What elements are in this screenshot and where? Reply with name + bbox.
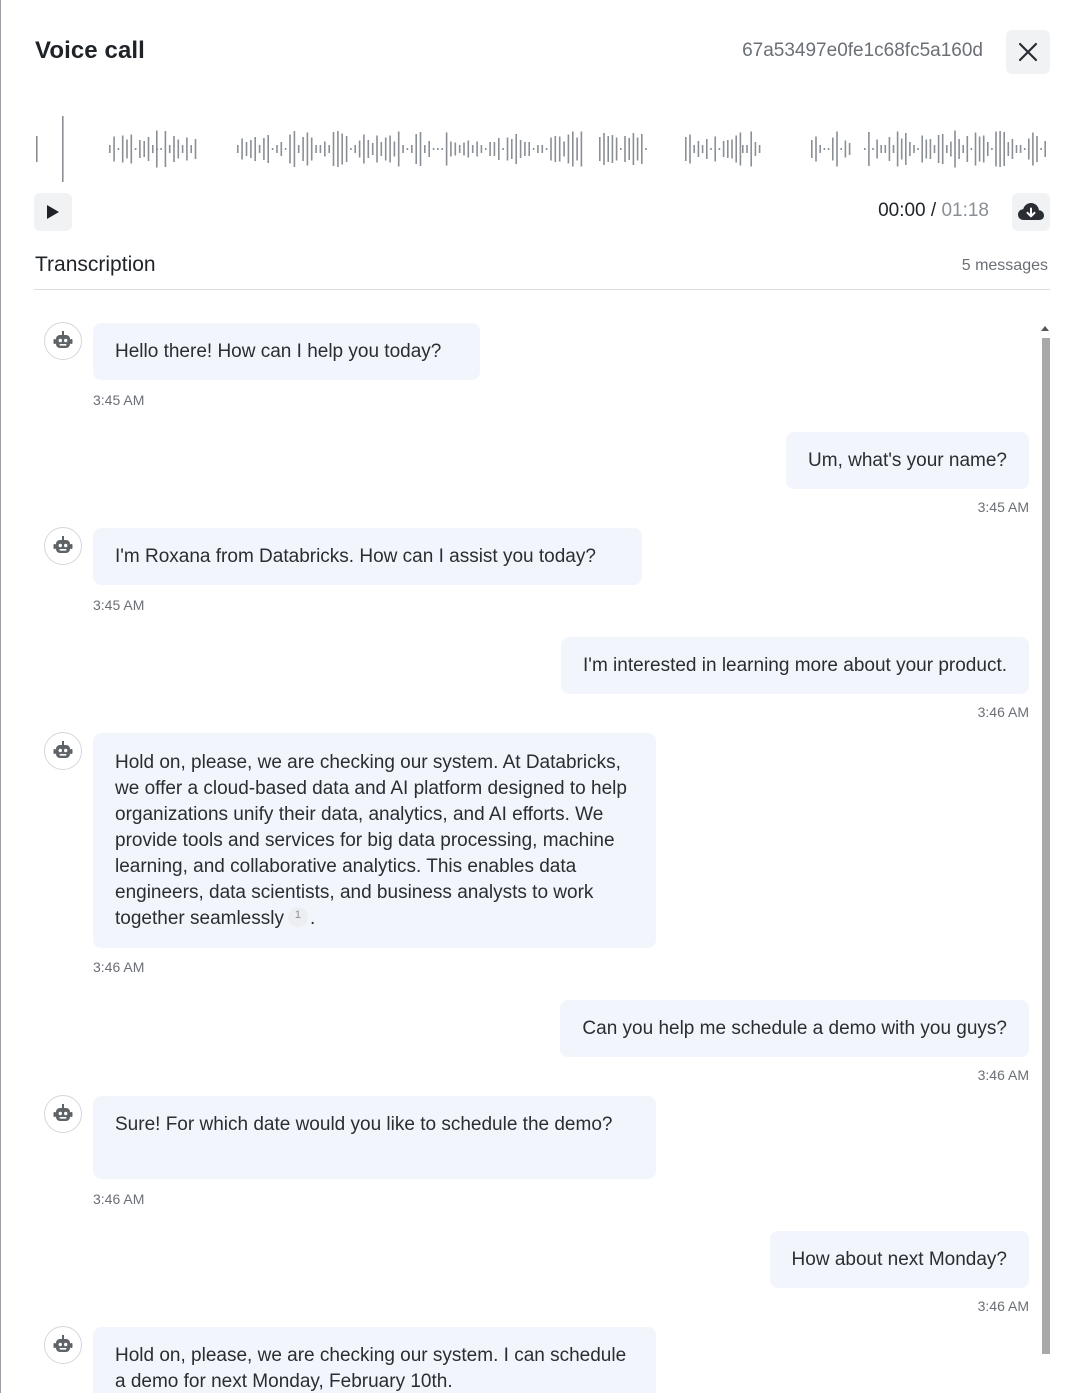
waveform-bar bbox=[967, 136, 969, 162]
waveform-bar bbox=[815, 137, 817, 162]
page-title: Voice call bbox=[35, 37, 145, 64]
waveform-bar bbox=[156, 131, 158, 168]
waveform-bar bbox=[126, 140, 128, 159]
message-text: I'm Roxana from Databricks. How can I assist you today? bbox=[115, 546, 596, 567]
waveform-bar bbox=[359, 141, 361, 158]
waveform-bar bbox=[515, 134, 517, 164]
waveform-bar bbox=[246, 142, 248, 156]
waveform-bar bbox=[905, 133, 907, 165]
waveform-bar bbox=[607, 136, 609, 162]
waveform-bar bbox=[727, 140, 729, 158]
waveform-bar bbox=[368, 140, 370, 158]
waveform-bar bbox=[372, 143, 374, 155]
waveform-bar bbox=[272, 148, 274, 150]
waveform-bar bbox=[698, 141, 700, 157]
waveform-bar bbox=[987, 142, 989, 156]
waveform-bar bbox=[645, 148, 647, 150]
waveform-bar bbox=[428, 141, 430, 157]
close-button[interactable] bbox=[1006, 30, 1050, 74]
waveform-bar bbox=[624, 136, 626, 162]
waveform-bar bbox=[901, 139, 903, 160]
waveform-bar bbox=[599, 137, 601, 161]
waveform-bar bbox=[946, 145, 948, 153]
waveform-bar bbox=[723, 141, 725, 157]
waveform-bar bbox=[1003, 132, 1005, 166]
waveform-bar bbox=[1012, 139, 1014, 159]
waveform-bar bbox=[889, 137, 891, 161]
waveform-bar bbox=[746, 145, 748, 153]
waveform-bar bbox=[131, 135, 133, 164]
waveform-bar bbox=[633, 133, 635, 165]
playback-time bbox=[878, 200, 989, 222]
message-time: 3:45 AM bbox=[977, 499, 1029, 515]
waveform-bar bbox=[494, 142, 496, 156]
waveform-bar bbox=[398, 132, 400, 167]
waveform-bar bbox=[195, 139, 197, 159]
waveform-bar bbox=[528, 142, 530, 156]
waveform-bar bbox=[381, 142, 383, 156]
waveform-bar bbox=[285, 148, 287, 150]
waveform-bar bbox=[182, 145, 184, 153]
duration: 01:18 bbox=[941, 200, 989, 221]
waveform-bar bbox=[289, 135, 291, 164]
audio-waveform[interactable] bbox=[34, 112, 1050, 184]
waveform-bar bbox=[1036, 136, 1038, 162]
waveform-bar bbox=[186, 138, 188, 161]
message-text: I'm interested in learning more about your product. bbox=[583, 655, 1007, 676]
waveform-bar bbox=[481, 145, 483, 153]
waveform-bar bbox=[612, 135, 614, 163]
waveform-bar bbox=[832, 138, 834, 161]
waveform-bar bbox=[173, 136, 175, 162]
waveform-bar bbox=[524, 142, 526, 156]
waveform-bar bbox=[485, 148, 487, 150]
waveform-bar bbox=[324, 142, 326, 157]
waveform-bar bbox=[489, 142, 491, 156]
download-button[interactable] bbox=[1012, 193, 1050, 231]
waveform-bar bbox=[926, 140, 928, 159]
waveform-bar bbox=[693, 145, 695, 153]
waveform-bar bbox=[333, 132, 335, 166]
waveform-bar bbox=[542, 145, 544, 153]
waveform-bar bbox=[441, 148, 443, 150]
waveform-bar bbox=[893, 145, 895, 153]
transcription-title: Transcription bbox=[35, 253, 156, 276]
waveform-bar bbox=[811, 140, 813, 158]
waveform-bar bbox=[450, 142, 452, 157]
waveform-bar bbox=[836, 132, 838, 167]
waveform-bar bbox=[864, 148, 866, 150]
waveform-bar bbox=[849, 143, 851, 155]
waveform-bar bbox=[402, 145, 404, 153]
message-bubble bbox=[93, 1327, 656, 1393]
waveform-bar bbox=[341, 134, 343, 165]
waveform-bar bbox=[148, 137, 150, 161]
waveform-bar bbox=[520, 140, 522, 158]
waveform-bar bbox=[641, 134, 643, 164]
waveform-bar bbox=[307, 133, 309, 166]
waveform-bar bbox=[706, 139, 708, 159]
waveform-bar bbox=[1032, 133, 1034, 166]
waveform-bar bbox=[710, 148, 712, 150]
message-time: 3:46 AM bbox=[977, 1067, 1029, 1083]
divider bbox=[34, 289, 1050, 290]
waveform-bar bbox=[533, 148, 535, 150]
message-bubble bbox=[786, 432, 1029, 489]
waveform-bar bbox=[824, 148, 826, 150]
waveform-bar bbox=[455, 143, 457, 156]
waveform-bar bbox=[109, 145, 111, 153]
message-text: Sure! For which date would you like to schedule the demo? bbox=[115, 1114, 613, 1135]
waveform-bar bbox=[563, 142, 565, 157]
waveform-bar bbox=[983, 136, 985, 163]
message-bubble bbox=[93, 528, 642, 585]
waveform-bar bbox=[685, 137, 687, 161]
waveform-bar bbox=[62, 116, 64, 182]
waveform-bar bbox=[971, 148, 973, 150]
message-text: Hold on, please, we are checking our system. I can schedule a demo for next Monday, February 10th. bbox=[115, 1345, 627, 1392]
waveform-bar bbox=[511, 139, 513, 159]
waveform-bar bbox=[160, 148, 162, 150]
waveform-bar bbox=[546, 148, 548, 150]
message-count: 5 messages bbox=[961, 257, 1048, 274]
waveform-bar bbox=[845, 141, 847, 158]
waveform-bar bbox=[122, 136, 124, 163]
time-separator: / bbox=[930, 200, 937, 221]
waveform-bar bbox=[1040, 148, 1042, 150]
waveform-bar bbox=[930, 139, 932, 159]
waveform-bar bbox=[628, 138, 630, 160]
waveform-bar bbox=[962, 145, 964, 153]
waveform-bar bbox=[241, 139, 243, 160]
waveform-bar bbox=[735, 136, 737, 163]
waveform-bar bbox=[135, 148, 137, 150]
waveform-bar bbox=[320, 145, 322, 153]
waveform-bar bbox=[909, 142, 911, 156]
waveform-bar bbox=[819, 145, 821, 153]
waveform-bar bbox=[1008, 142, 1010, 156]
waveform-bar bbox=[267, 135, 269, 163]
waveform-bar bbox=[1044, 141, 1046, 157]
waveform-bar bbox=[424, 145, 426, 153]
waveform-bar bbox=[934, 145, 936, 153]
waveform-bar bbox=[169, 145, 171, 153]
waveform-bar bbox=[991, 148, 993, 150]
waveform-bar bbox=[828, 148, 830, 150]
waveform-bar bbox=[259, 145, 261, 153]
waveform-bar bbox=[550, 138, 552, 161]
waveform-bar bbox=[750, 132, 752, 167]
waveform-bar bbox=[311, 138, 313, 161]
waveform-bar bbox=[389, 136, 391, 163]
waveform-bar bbox=[118, 148, 120, 150]
message-time: 3:46 AM bbox=[977, 1298, 1029, 1314]
waveform-bar bbox=[472, 145, 474, 153]
play-button[interactable] bbox=[34, 193, 72, 231]
message-time: 3:46 AM bbox=[977, 704, 1029, 720]
waveform-bar bbox=[731, 140, 733, 159]
waveform-bar bbox=[152, 145, 154, 153]
waveform-bar bbox=[1020, 145, 1022, 153]
waveform-bar bbox=[354, 145, 356, 153]
waveform-bar bbox=[446, 133, 448, 166]
waveform-bar bbox=[880, 145, 882, 153]
waveform-bar bbox=[468, 141, 470, 158]
waveform-bar bbox=[954, 131, 956, 168]
waveform-bar bbox=[537, 145, 539, 153]
waveform-bar bbox=[463, 143, 465, 156]
robot-icon bbox=[52, 1103, 74, 1125]
waveform-bar bbox=[958, 139, 960, 159]
message-bubble bbox=[560, 1000, 1029, 1057]
message-time: 3:46 AM bbox=[93, 1191, 145, 1207]
waveform-bar bbox=[559, 137, 561, 162]
message-time: 3:45 AM bbox=[93, 392, 145, 408]
waveform-bar bbox=[294, 131, 296, 167]
waveform-bar bbox=[868, 132, 870, 166]
waveform-bar bbox=[950, 142, 952, 157]
robot-icon bbox=[52, 740, 74, 762]
waveform-bar bbox=[603, 133, 605, 165]
message-text-suffix: . bbox=[309, 908, 316, 929]
waveform-bar bbox=[437, 148, 439, 150]
waveform-bar bbox=[394, 142, 396, 157]
bot-avatar bbox=[44, 527, 82, 565]
waveform-bar bbox=[876, 140, 878, 159]
waveform-bar bbox=[328, 145, 330, 153]
call-id: 67a53497e0fe1c68fc5a160d bbox=[742, 40, 983, 61]
robot-icon bbox=[52, 1334, 74, 1356]
message-text: Hello there! How can I help you today? bbox=[115, 341, 442, 362]
waveform-bar bbox=[755, 142, 757, 156]
waveform-bar bbox=[276, 145, 278, 153]
waveform-bar bbox=[995, 132, 997, 167]
waveform-bar bbox=[298, 145, 300, 153]
waveform-bar bbox=[498, 138, 500, 160]
waveform-bar bbox=[979, 137, 981, 162]
message-text: How about next Monday? bbox=[791, 1249, 1007, 1270]
waveform-bar bbox=[1028, 139, 1030, 160]
waveform-bar bbox=[507, 138, 509, 161]
close-icon bbox=[1017, 41, 1039, 63]
waveform-bar bbox=[237, 145, 239, 153]
scroll-up-arrow[interactable] bbox=[1041, 326, 1049, 331]
waveform-bar bbox=[1024, 148, 1026, 150]
waveform-bar bbox=[975, 133, 977, 166]
waveform-bar bbox=[420, 132, 422, 166]
waveform-bar bbox=[385, 138, 387, 161]
robot-icon bbox=[52, 535, 74, 557]
waveform-bar bbox=[885, 145, 887, 153]
message-time: 3:46 AM bbox=[93, 959, 145, 975]
waveform-bar bbox=[36, 136, 38, 162]
waveform-bar bbox=[1016, 145, 1018, 153]
bot-avatar bbox=[44, 1095, 82, 1133]
waveform-bar bbox=[476, 142, 478, 157]
waveform-bar bbox=[917, 148, 919, 150]
waveform-bar bbox=[714, 137, 716, 162]
current-time: 00:00 bbox=[878, 200, 926, 221]
waveform-bar bbox=[143, 141, 145, 157]
waveform-bar bbox=[576, 138, 578, 161]
waveform-bar bbox=[190, 145, 192, 153]
waveform-bar bbox=[254, 137, 256, 161]
play-icon bbox=[46, 204, 60, 220]
scrollbar-thumb[interactable] bbox=[1042, 338, 1050, 1354]
waveform-bar bbox=[689, 135, 691, 164]
waveform-bar bbox=[921, 136, 923, 163]
waveform-bar bbox=[281, 142, 283, 156]
bot-avatar bbox=[44, 732, 82, 770]
waveform-bar bbox=[350, 148, 352, 150]
waveform-bar bbox=[363, 135, 365, 164]
waveform-bar bbox=[302, 137, 304, 161]
waveform-bar bbox=[502, 148, 504, 150]
waveform-bar bbox=[637, 138, 639, 161]
message-bubble bbox=[93, 323, 480, 380]
message-bubble bbox=[770, 1231, 1029, 1288]
waveform-bar bbox=[337, 131, 339, 167]
robot-icon bbox=[52, 330, 74, 352]
waveform-bar bbox=[113, 137, 115, 162]
citation-badge[interactable]: 1 bbox=[288, 907, 308, 927]
message-text: Can you help me schedule a demo with you guys? bbox=[582, 1018, 1007, 1039]
waveform-bar bbox=[139, 140, 141, 158]
bot-avatar bbox=[44, 322, 82, 360]
waveform-bar bbox=[568, 135, 570, 164]
message-text: Hold on, please, we are checking our system. At Databricks, we offer a cloud-based data and AI platform designed to help organizations unify their data, analytics, and AI efforts. We provide tools and services for big data processing, machine learning, and collaborative analytics. This enables data engineers, data scientists, and business analysts to work together seamlessly bbox=[115, 752, 627, 929]
waveform-bar bbox=[742, 145, 744, 153]
message-text: Um, what's your name? bbox=[808, 450, 1007, 471]
bot-avatar bbox=[44, 1326, 82, 1364]
waveform-bar bbox=[942, 134, 944, 164]
waveform-bar bbox=[407, 148, 409, 150]
waveform-bar bbox=[572, 132, 574, 167]
waveform-bar bbox=[250, 140, 252, 158]
waveform-bar bbox=[616, 138, 618, 161]
waveform-bar bbox=[740, 133, 742, 166]
waveform-bar bbox=[938, 135, 940, 163]
waveform-bar bbox=[555, 136, 557, 162]
waveform-bar bbox=[315, 145, 317, 153]
waveform-bar bbox=[165, 131, 167, 167]
waveform-bar bbox=[897, 132, 899, 167]
waveform-bar bbox=[376, 136, 378, 163]
message-time: 3:45 AM bbox=[93, 597, 145, 613]
waveform-bar bbox=[581, 132, 583, 167]
waveform-bar bbox=[702, 145, 704, 153]
message-bubble bbox=[93, 1096, 656, 1179]
waveform-bar bbox=[913, 145, 915, 153]
waveform-bar bbox=[620, 148, 622, 150]
waveform-bar bbox=[872, 148, 874, 150]
message-bubble bbox=[93, 733, 656, 948]
waveform-bar bbox=[346, 136, 348, 162]
message-bubble bbox=[561, 637, 1029, 694]
waveform-bar bbox=[719, 148, 721, 150]
cloud-download-icon bbox=[1017, 201, 1045, 223]
waveform-bar bbox=[459, 145, 461, 153]
waveform-bar bbox=[433, 148, 435, 150]
waveform-bar bbox=[840, 148, 842, 150]
waveform-bar bbox=[178, 140, 180, 159]
waveform-bar bbox=[411, 145, 413, 153]
waveform-bar bbox=[999, 131, 1001, 167]
waveform-bar bbox=[415, 134, 417, 164]
waveform-bar bbox=[263, 138, 265, 160]
waveform-bar bbox=[759, 145, 761, 153]
